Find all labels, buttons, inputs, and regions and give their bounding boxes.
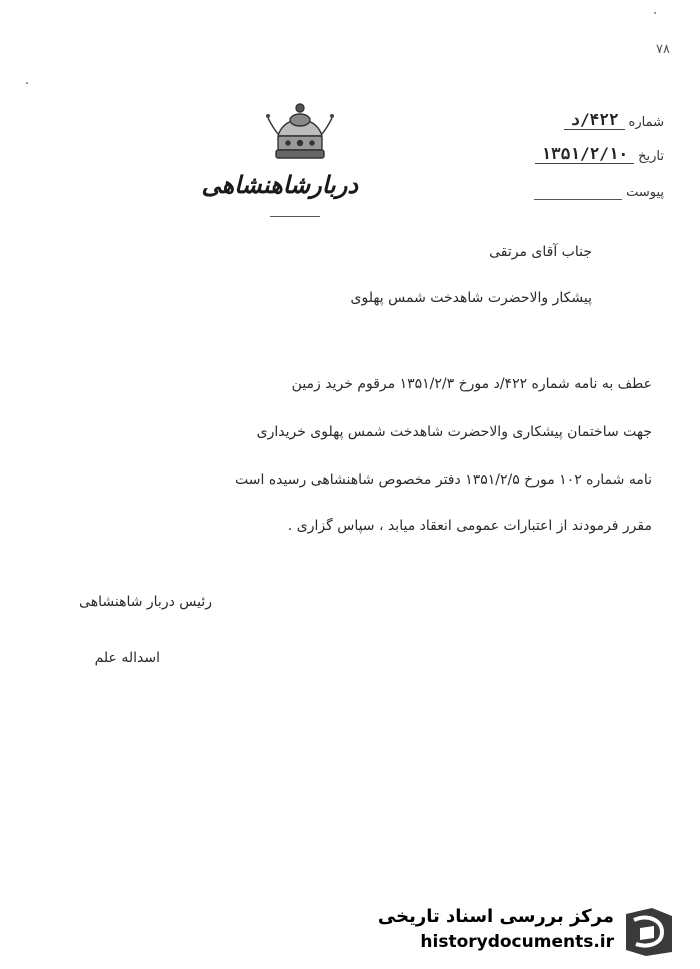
- attachment-blank-line: [534, 185, 622, 200]
- meta-attachment-row: [464, 176, 664, 200]
- body-line: جهت ساختمان پیشکاری والاحضرت شاهدخت شمس پهلوی خریداری: [256, 424, 652, 440]
- letterhead-rule: [270, 216, 320, 217]
- archive-name: مرکز بررسی اسناد تاریخی: [377, 906, 614, 927]
- scan-speck: [26, 82, 28, 84]
- body-line: عطف به نامه شماره ۴۲۲/د مورخ ۱۳۵۱/۲/۳ مرقوم خرید زمین: [291, 376, 652, 392]
- meta-date-row: [464, 140, 664, 164]
- body-line: نامه شماره ۱۰۲ مورخ ۱۳۵۱/۲/۵ دفتر مخصوص شاهنشاهی رسیده است: [235, 472, 652, 488]
- scan-speck: [654, 12, 656, 14]
- court-name: دربارشاهنشاهی: [201, 170, 358, 199]
- subject: پیشکار والاحضرت شاهدخت شمس پهلوی: [350, 290, 592, 306]
- meta-number-row: [464, 106, 664, 130]
- crown-emblem: [258, 96, 342, 168]
- archive-logo-icon: [622, 906, 676, 958]
- date-value: ۱۳۵۱/۲/۱۰: [535, 144, 634, 164]
- number-label: شماره: [628, 115, 664, 130]
- archive-url: historydocuments.ir: [420, 932, 614, 952]
- archive-footer: [376, 902, 676, 958]
- body-line: مقرر فرمودند از اعتبارات عمومی انعقاد میابد ، سپاس گزاری .: [287, 518, 652, 534]
- closing-title: رئیس دربار شاهنشاهی: [79, 594, 212, 610]
- number-value: ۴۲۲/د: [564, 110, 624, 130]
- attachment-label: پیوست: [626, 185, 664, 200]
- addressee: جناب آقای مرتقی: [489, 244, 592, 260]
- date-label: تاریخ: [638, 149, 664, 164]
- signatory-name: اسداله علم: [94, 650, 160, 666]
- corner-mark: ۷۸: [656, 42, 670, 57]
